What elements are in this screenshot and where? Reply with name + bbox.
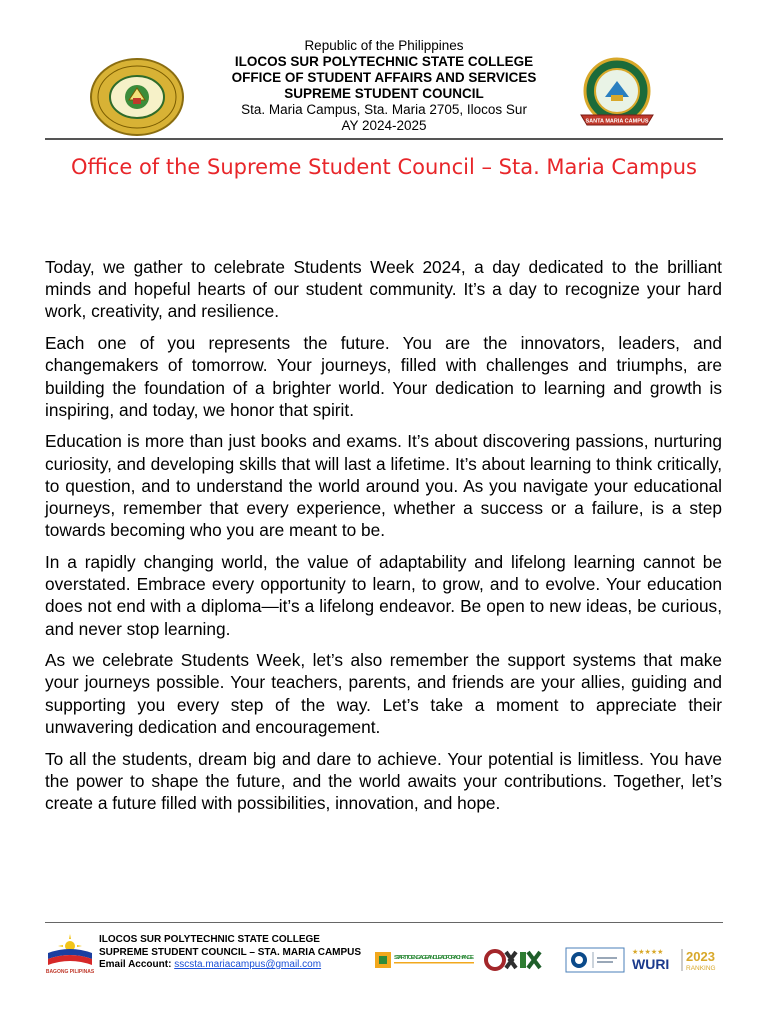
wuri-subtext: RANKING	[686, 965, 716, 972]
accreditation-logo	[482, 948, 562, 972]
wuri-year: 2023	[686, 949, 715, 964]
footer-email-row	[99, 959, 361, 972]
footer-email-label: Email Account:	[99, 959, 172, 970]
page-title: Office of the Supreme Student Council – Sta. Maria Campus	[70, 155, 698, 179]
start-to-engage-badge	[374, 948, 476, 972]
bagong-pilipinas-caption: BAGONG PILIPINAS	[45, 969, 95, 975]
iso-certification-logo	[565, 947, 625, 973]
message-body	[45, 256, 722, 824]
council-logo	[573, 55, 661, 133]
wuri-ranking-badge	[630, 946, 724, 974]
header-college: ILOCOS SUR POLYTECHNIC STATE COLLEGE	[234, 54, 534, 69]
header-republic: Republic of the Philippines	[304, 38, 464, 53]
council-logo-ribbon-text: SANTA MARIA CAMPUS	[585, 118, 649, 125]
footer-college: ILOCOS SUR POLYTECHNIC STATE COLLEGE	[99, 934, 320, 945]
header-council: SUPREME STUDENT COUNCIL	[284, 86, 484, 101]
paragraph: In a rapidly changing world, the value of adaptability and lifelong learning cannot be overstated. Embrace every opportunity to learn, to grow, and to evolve. Your education does not end with a diploma—it’s a lifelong endeavor. Be open to new ideas, be curious, and never stop learning.	[45, 551, 722, 639]
paragraph: Today, we gather to celebrate Students Week 2024, a day dedicated to the brilliant minds and hopeful hearts of our student community. It’s a day to recognize your hard work, creativity, and resilience.	[45, 257, 722, 322]
paragraph: As we celebrate Students Week, let’s also remember the support systems that make your journeys possible. Your teachers, parents, and friends are your allies, guiding and supporting you every step of the way. Let’s take a moment to appreciate their unwavering dedication and encouragement.	[45, 650, 722, 737]
header-divider	[45, 138, 723, 140]
footer-council: SUPREME STUDENT COUNCIL – STA. MARIA CAMPUS	[99, 946, 362, 958]
footer-contact	[99, 934, 361, 972]
svg-text:★★★★★: ★★★★★	[632, 948, 664, 956]
wuri-text: WURI	[632, 956, 670, 972]
header-office: OFFICE OF STUDENT AFFAIRS AND SERVICES	[231, 70, 537, 85]
paragraph: Education is more than just books and exams. It’s about discovering passions, nurturing curiosity, and developing skills that will last a lifetime. It’s about learning to think critically, to question, and to understand the world around you. As you navigate your educational journeys, remember that every experience, whether a success or a failure, is a step towards becoming who you are meant to be.	[45, 431, 722, 541]
paragraph: Each one of you represents the future. You are the innovators, leaders, and changemakers of tomorrow. Your journeys, filled with challenges and triumphs, are building the foundation of a brighter world. Your dedication to learning and growth is inspiring, and today, we honor that spirit.	[45, 333, 722, 420]
header-academic-year: AY 2024-2025	[341, 118, 427, 133]
engage-badge-text: START TO ENGAGE AND LEAD FOR A CHANGE	[394, 955, 475, 961]
footer-divider	[45, 922, 723, 923]
header-address: Sta. Maria Campus, Sta. Maria 2705, Ilocos Sur	[241, 102, 527, 117]
footer-email-link[interactable]: sscsta.mariacampus@gmail.com	[174, 959, 322, 970]
bagong-pilipinas-logo	[45, 929, 95, 975]
college-seal-logo	[89, 58, 185, 136]
paragraph: To all the students, dream big and dare to achieve. Your potential is limitless. You have the power to shape the future, and the world awaits your contributions. Together, let’s create a future filled with possibilities, innovation, and hope.	[45, 748, 722, 813]
